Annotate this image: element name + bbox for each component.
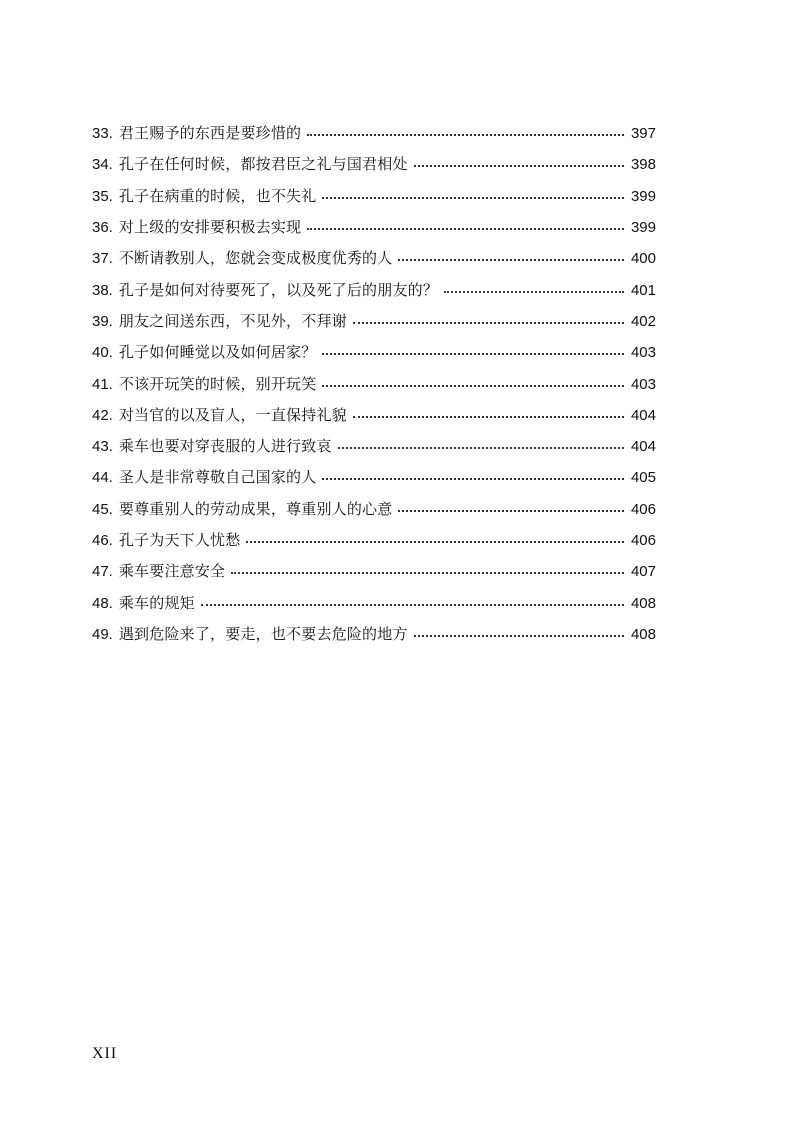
entry-title: 遇到危险来了，要走，也不要去危险的地方 (118, 624, 408, 643)
entry-title: 乘车也要对穿丧服的人进行致哀 (118, 437, 332, 456)
entry-title: 不断请教别人，您就会变成极度优秀的人 (118, 249, 393, 268)
table-of-contents (92, 118, 656, 650)
entry-number: 33. (92, 125, 113, 143)
dot-leader (338, 446, 624, 449)
toc-entry[interactable] (92, 494, 656, 525)
entry-title: 孔子为天下人忧愁 (118, 531, 241, 549)
entry-title: 对当官的以及盲人，一直保持礼貌 (118, 405, 347, 424)
entry-page-number: 406 (630, 500, 656, 518)
entry-number: 47. (92, 563, 113, 581)
entry-number: 36. (92, 219, 113, 237)
toc-entry[interactable] (92, 337, 656, 368)
toc-entry[interactable] (92, 368, 656, 399)
page-folio: XII (92, 1045, 118, 1062)
toc-entry[interactable] (92, 306, 656, 337)
entry-page-number: 403 (630, 344, 656, 362)
dot-leader (353, 321, 624, 324)
dot-leader (307, 227, 624, 230)
entry-title: 孔子是如何对待要死了，以及死了后的朋友的？ (118, 280, 439, 299)
dot-leader (414, 634, 624, 637)
entry-number: 44. (92, 469, 113, 487)
entry-page-number: 407 (630, 563, 656, 581)
entry-title: 对上级的安排要积极去实现 (118, 218, 302, 237)
toc-entry[interactable] (92, 274, 656, 305)
dot-leader (201, 603, 624, 606)
toc-entry[interactable] (92, 431, 656, 462)
toc-entry[interactable] (92, 587, 656, 618)
toc-entry[interactable] (92, 556, 656, 587)
entry-title: 孔子在病重的时候，也不失礼 (118, 186, 317, 205)
entry-number: 39. (92, 312, 113, 330)
toc-entry[interactable] (92, 619, 656, 650)
entry-page-number: 404 (630, 438, 656, 456)
dot-leader (353, 415, 624, 418)
entry-page-number: 408 (630, 594, 656, 612)
entry-number: 42. (92, 406, 113, 424)
toc-entry[interactable] (92, 462, 656, 493)
entry-number: 49. (92, 625, 113, 643)
entry-number: 45. (92, 500, 113, 518)
toc-entry[interactable] (92, 243, 656, 274)
dot-leader (444, 290, 624, 293)
entry-number: 35. (92, 187, 113, 205)
entry-number: 41. (92, 375, 113, 393)
toc-entry[interactable] (92, 400, 656, 431)
dot-leader (322, 384, 624, 387)
entry-title: 君王赐予的东西是要珍惜的 (118, 124, 302, 143)
entry-page-number: 400 (630, 250, 656, 268)
entry-number: 48. (92, 594, 113, 612)
entry-page-number: 408 (630, 625, 656, 643)
entry-title: 要尊重别人的劳动成果，尊重别人的心意 (118, 499, 393, 518)
dot-leader (246, 540, 624, 543)
entry-page-number: 406 (630, 532, 656, 549)
entry-title: 孔子在任何时候，都按君臣之礼与国君相处 (118, 155, 408, 174)
dot-leader (398, 509, 624, 512)
entry-page-number: 402 (630, 312, 656, 330)
toc-entry[interactable] (92, 149, 656, 180)
entry-page-number: 401 (630, 281, 656, 299)
dot-leader (231, 571, 624, 574)
entry-number: 38. (92, 281, 113, 299)
dot-leader (398, 258, 624, 261)
toc-entry[interactable] (92, 118, 656, 149)
dot-leader (322, 196, 624, 199)
entry-number: 37. (92, 250, 113, 268)
entry-page-number: 399 (630, 219, 656, 237)
dot-leader (307, 133, 624, 136)
entry-title: 孔子如何睡觉以及如何居家？ (118, 343, 317, 362)
entry-number: 40. (92, 344, 113, 362)
entry-page-number: 397 (630, 125, 656, 143)
entry-title: 不该开玩笑的时候，别开玩笑 (118, 374, 317, 393)
dot-leader (414, 164, 624, 167)
toc-entry[interactable] (92, 525, 656, 556)
entry-page-number: 403 (630, 375, 656, 393)
entry-page-number: 404 (630, 406, 656, 424)
entry-page-number: 398 (630, 156, 656, 174)
entry-title: 圣人是非常尊敬自己国家的人 (118, 468, 317, 487)
entry-title: 乘车的规矩 (118, 593, 195, 612)
entry-number: 34. (92, 156, 113, 174)
dot-leader (322, 477, 624, 480)
entry-page-number: 399 (630, 187, 656, 205)
entry-page-number: 405 (630, 469, 656, 487)
entry-title: 乘车要注意安全 (118, 562, 226, 581)
entry-number: 43. (92, 438, 113, 456)
toc-entry[interactable] (92, 212, 656, 243)
entry-number: 46. (92, 532, 113, 549)
entry-title: 朋友之间送东西，不见外，不拜谢 (118, 311, 347, 330)
toc-entry[interactable] (92, 181, 656, 212)
dot-leader (322, 352, 624, 355)
